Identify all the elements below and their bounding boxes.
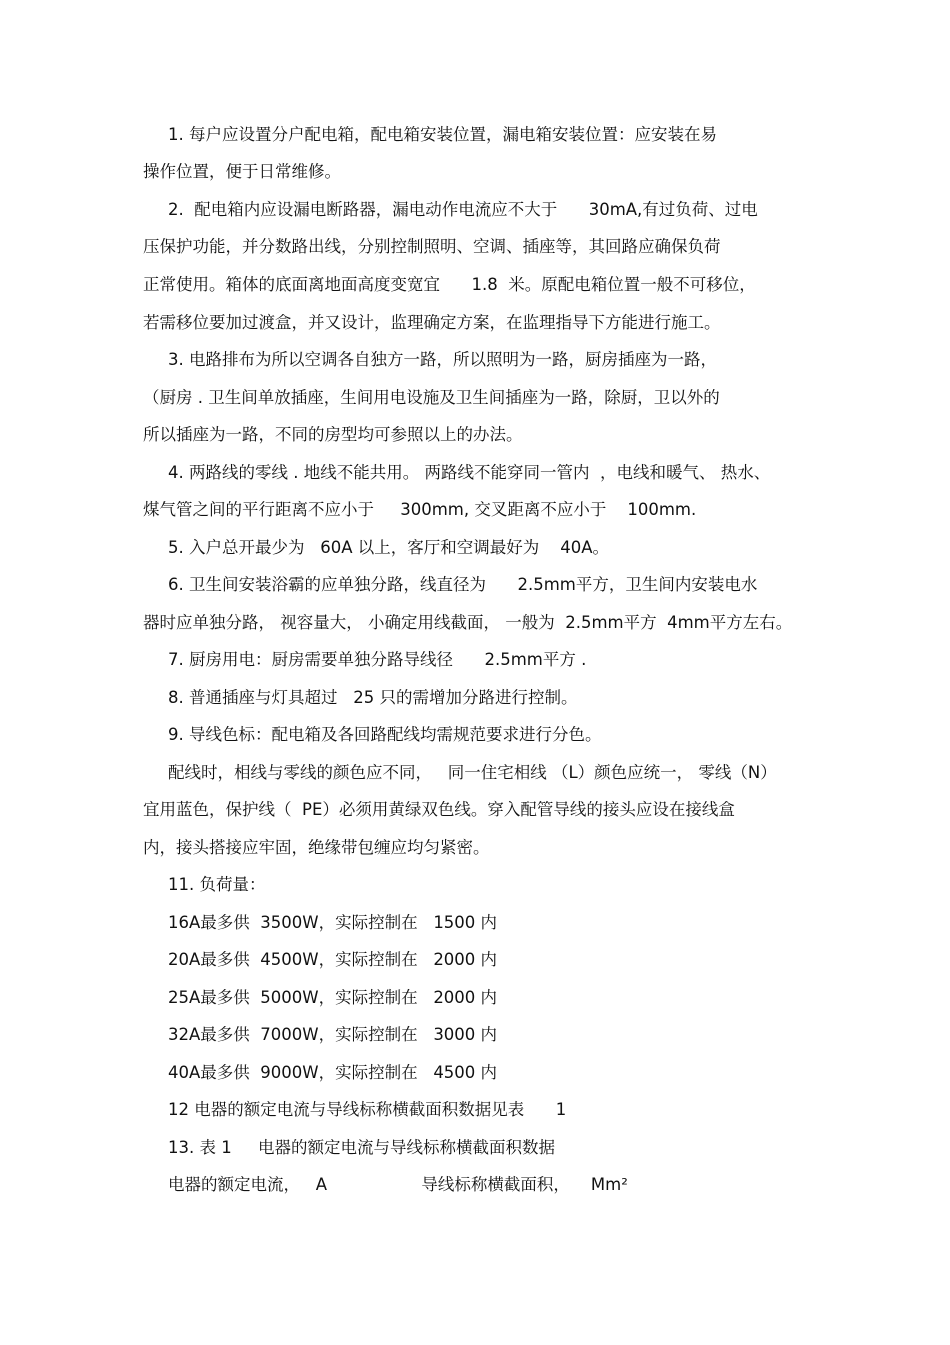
text-line: 25A最多供 5000W，实际控制在 2000 内 <box>168 988 498 1007</box>
text-line: 宜用蓝色，保护线（ PE）必须用黄绿双色线。穿入配管导线的接头应设在接线盒 <box>143 800 735 819</box>
text-line: 器时应单独分路， 视容量大， 小确定用线截面， 一般为 2.5mm平方 4mm平方左右。 <box>143 613 793 632</box>
text-line: 煤气管之间的平行距离不应小于 300mm, 交叉距离不应小于 100mm. <box>143 500 697 519</box>
text-line: 4. 两路线的零线 . 地线不能共用。 两路线不能穿同一管内 ，电线和暖气、 热水、 <box>168 463 771 482</box>
text-line: 11. 负荷量： <box>168 875 266 894</box>
text-line: 16A最多供 3500W，实际控制在 1500 内 <box>168 913 498 932</box>
text-line: 20A最多供 4500W，实际控制在 2000 内 <box>168 950 498 969</box>
text-line: 9. 导线色标：配电箱及各回路配线均需规范要求进行分色。 <box>168 725 602 744</box>
text-line: 40A最多供 9000W，实际控制在 4500 内 <box>168 1063 498 1082</box>
text-line: 8. 普通插座与灯具超过 25 只的需增加分路进行控制。 <box>168 688 578 707</box>
text-line: 所以插座为一路，不同的房型均可参照以上的办法。 <box>143 425 523 444</box>
text-line: 若需移位要加过渡盒，并又设计，监理确定方案，在监理指导下方能进行施工。 <box>143 313 721 332</box>
text-line: 6. 卫生间安装浴霸的应单独分路，线直径为 2.5mm平方，卫生间内安装电水 <box>168 575 758 594</box>
text-line: 压保护功能，并分数路出线，分别控制照明、空调、插座等，其回路应确保负荷 <box>143 237 721 256</box>
text-line: 1. 每户应设置分户配电箱，配电箱安装位置，漏电箱安装位置：应安装在易 <box>168 125 717 144</box>
text-line: 3. 电路排布为所以空调各自独方一路，所以照明为一路，厨房插座为一路， <box>168 350 717 369</box>
text-line: 12 电器的额定电流与导线标称横截面积数据见表 1 <box>168 1100 567 1119</box>
text-line: 7. 厨房用电：厨房需要单独分路导线径 2.5mm平方 . <box>168 650 587 669</box>
text-line: 内，接头搭接应牢固，绝缘带包缠应均匀紧密。 <box>143 838 490 857</box>
text-line: 5. 入户总开最少为 60A 以上，客厅和空调最好为 40A。 <box>168 538 610 557</box>
text-line: 13. 表 1 电器的额定电流与导线标称横截面积数据 <box>168 1138 555 1157</box>
text-line: 电器的额定电流， A 导线标称横截面积， Mm² <box>168 1175 628 1194</box>
text-line: （厨房 . 卫生间单放插座，生间用电设施及卫生间插座为一路，除厨，卫以外的 <box>143 388 720 407</box>
text-line: 32A最多供 7000W，实际控制在 3000 内 <box>168 1025 498 1044</box>
text-line: 正常使用。箱体的底面离地面高度变宽宜 1.8 米。原配电箱位置一般不可移位， <box>143 275 756 294</box>
text-line: 操作位置，便于日常维修。 <box>143 162 341 181</box>
text-line: 2. 配电箱内应设漏电断路器，漏电动作电流应不大于 30mA,有过负荷、过电 <box>168 200 758 219</box>
text-line: 配线时，相线与零线的颜色应不同， 同一住宅相线 （L）颜色应统一， 零线（N） <box>168 763 777 782</box>
